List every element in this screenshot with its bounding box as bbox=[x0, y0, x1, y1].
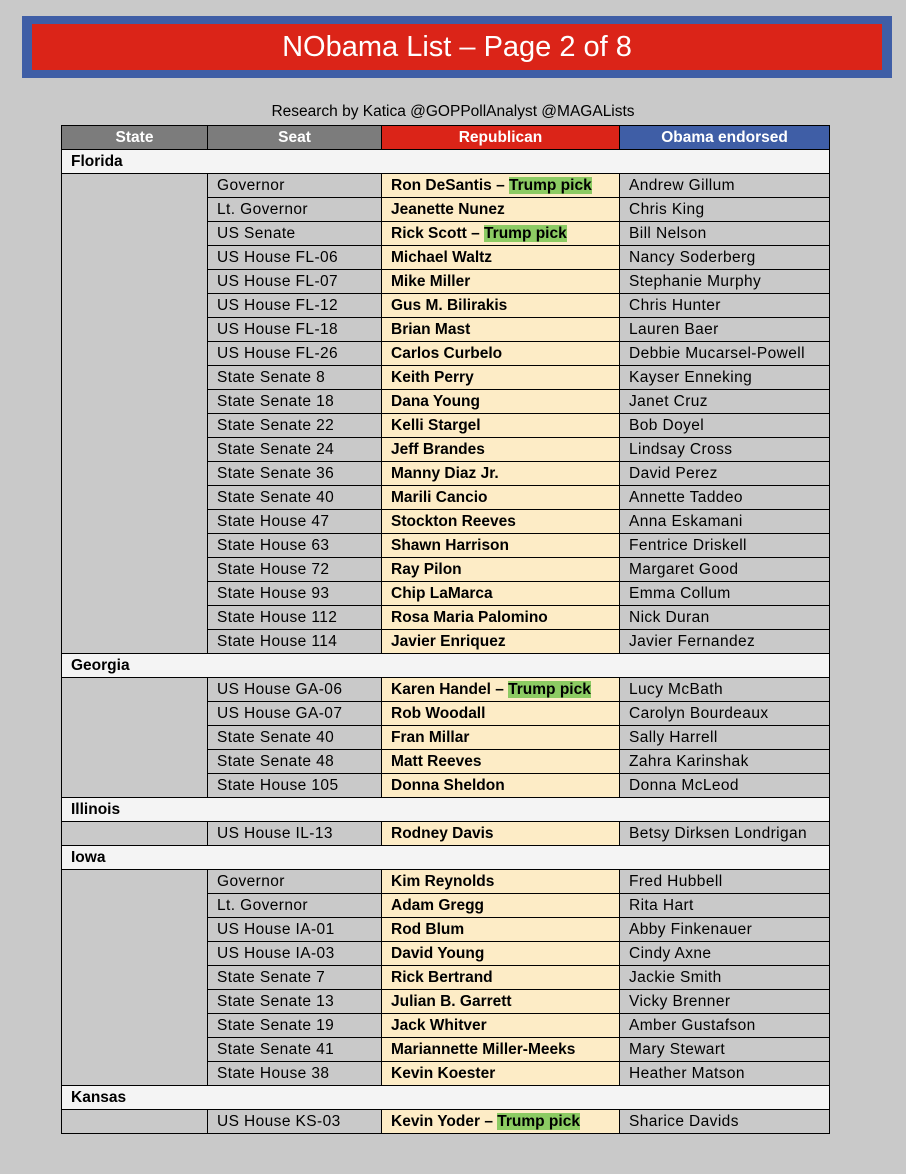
republican-name: Kevin Yoder bbox=[391, 1112, 481, 1130]
state-spacer-cell bbox=[62, 870, 208, 1086]
republican-cell bbox=[382, 174, 620, 198]
header-seat: Seat bbox=[208, 126, 382, 150]
republican-name: Adam Gregg bbox=[391, 896, 485, 914]
seat-cell: US House FL-26 bbox=[208, 342, 382, 366]
republican-name: Mike Miller bbox=[391, 272, 471, 290]
seat-cell: State Senate 19 bbox=[208, 1014, 382, 1038]
title-bar bbox=[32, 24, 882, 70]
republican-cell bbox=[382, 462, 620, 486]
republican-cell bbox=[382, 966, 620, 990]
seat-cell: State Senate 24 bbox=[208, 438, 382, 462]
obama-endorsed-cell: Lindsay Cross bbox=[620, 438, 830, 462]
obama-endorsed-cell: Margaret Good bbox=[620, 558, 830, 582]
republican-name: Kim Reynolds bbox=[391, 872, 495, 890]
seat-cell: US House FL-18 bbox=[208, 318, 382, 342]
seat-cell: State Senate 22 bbox=[208, 414, 382, 438]
republican-name: Rod Blum bbox=[391, 920, 465, 938]
republican-cell bbox=[382, 294, 620, 318]
header-row bbox=[62, 126, 830, 150]
republican-cell bbox=[382, 246, 620, 270]
republican-cell bbox=[382, 534, 620, 558]
obama-endorsed-cell: Emma Collum bbox=[620, 582, 830, 606]
republican-cell bbox=[382, 678, 620, 702]
republican-name: Manny Diaz Jr. bbox=[391, 464, 499, 482]
seat-cell: State House 72 bbox=[208, 558, 382, 582]
republican-name: Kevin Koester bbox=[391, 1064, 496, 1082]
state-row bbox=[62, 798, 830, 822]
republican-cell bbox=[382, 342, 620, 366]
republican-cell bbox=[382, 630, 620, 654]
pick-separator: – bbox=[490, 680, 509, 698]
republican-cell bbox=[382, 582, 620, 606]
republican-name: Dana Young bbox=[391, 392, 480, 410]
seat-cell: US Senate bbox=[208, 222, 382, 246]
republican-cell bbox=[382, 774, 620, 798]
table-row bbox=[62, 822, 830, 846]
republican-cell bbox=[382, 1038, 620, 1062]
republican-name: Shawn Harrison bbox=[391, 536, 509, 554]
republican-name: Jack Whitver bbox=[391, 1016, 487, 1034]
obama-endorsed-cell: Sally Harrell bbox=[620, 726, 830, 750]
obama-endorsed-cell: David Perez bbox=[620, 462, 830, 486]
obama-endorsed-cell: Kayser Enneking bbox=[620, 366, 830, 390]
seat-cell: State House 63 bbox=[208, 534, 382, 558]
republican-name: Rick Scott bbox=[391, 224, 467, 242]
obama-endorsed-cell: Nancy Soderberg bbox=[620, 246, 830, 270]
republican-cell bbox=[382, 942, 620, 966]
obama-endorsed-cell: Abby Finkenauer bbox=[620, 918, 830, 942]
obama-endorsed-cell: Lauren Baer bbox=[620, 318, 830, 342]
seat-cell: State Senate 40 bbox=[208, 486, 382, 510]
pick-separator: – bbox=[491, 176, 509, 194]
republican-name: Julian B. Garrett bbox=[391, 992, 512, 1010]
trump-pick-badge: Trump pick bbox=[484, 224, 567, 242]
republican-cell bbox=[382, 870, 620, 894]
republican-name: Jeanette Nunez bbox=[391, 200, 505, 218]
table-row bbox=[62, 174, 830, 198]
obama-endorsed-cell: Janet Cruz bbox=[620, 390, 830, 414]
obama-endorsed-cell: Mary Stewart bbox=[620, 1038, 830, 1062]
header-obama-endorsed: Obama endorsed bbox=[620, 126, 830, 150]
seat-cell: State Senate 7 bbox=[208, 966, 382, 990]
republican-cell bbox=[382, 894, 620, 918]
obama-endorsed-cell: Sharice Davids bbox=[620, 1110, 830, 1134]
obama-endorsed-cell: Amber Gustafson bbox=[620, 1014, 830, 1038]
republican-cell bbox=[382, 1110, 620, 1134]
seat-cell: Lt. Governor bbox=[208, 198, 382, 222]
seat-cell: State Senate 40 bbox=[208, 726, 382, 750]
state-row bbox=[62, 150, 830, 174]
republican-name: Ron DeSantis bbox=[391, 176, 492, 194]
republican-name: David Young bbox=[391, 944, 485, 962]
republican-name: Rosa Maria Palomino bbox=[391, 608, 548, 626]
obama-endorsed-cell: Rita Hart bbox=[620, 894, 830, 918]
obama-endorsed-cell: Betsy Dirksen Londrigan bbox=[620, 822, 830, 846]
obama-endorsed-cell: Bob Doyel bbox=[620, 414, 830, 438]
seat-cell: US House IL-13 bbox=[208, 822, 382, 846]
header-republican: Republican bbox=[382, 126, 620, 150]
republican-name: Gus M. Bilirakis bbox=[391, 296, 508, 314]
seat-cell: US House FL-12 bbox=[208, 294, 382, 318]
seat-cell: US House IA-03 bbox=[208, 942, 382, 966]
header-state: State bbox=[62, 126, 208, 150]
obama-endorsed-cell: Heather Matson bbox=[620, 1062, 830, 1086]
republican-name: Rob Woodall bbox=[391, 704, 486, 722]
republican-cell bbox=[382, 270, 620, 294]
republican-name: Marili Cancio bbox=[391, 488, 488, 506]
republican-name: Chip LaMarca bbox=[391, 584, 493, 602]
seat-cell: US House FL-06 bbox=[208, 246, 382, 270]
republican-cell bbox=[382, 318, 620, 342]
seat-cell: US House IA-01 bbox=[208, 918, 382, 942]
state-spacer-cell bbox=[62, 174, 208, 654]
republican-cell bbox=[382, 726, 620, 750]
seat-cell: Governor bbox=[208, 174, 382, 198]
obama-endorsed-cell: Anna Eskamani bbox=[620, 510, 830, 534]
seat-cell: State Senate 18 bbox=[208, 390, 382, 414]
obama-endorsed-cell: Chris Hunter bbox=[620, 294, 830, 318]
republican-cell bbox=[382, 558, 620, 582]
republican-cell bbox=[382, 486, 620, 510]
research-credit: Research by Katica @GOPPollAnalyst @MAGALists bbox=[271, 103, 635, 120]
republican-name: Mariannette Miller-Meeks bbox=[391, 1040, 576, 1058]
republican-cell bbox=[382, 414, 620, 438]
obama-endorsed-cell: Nick Duran bbox=[620, 606, 830, 630]
republican-cell bbox=[382, 198, 620, 222]
republican-cell bbox=[382, 822, 620, 846]
state-row bbox=[62, 1086, 830, 1110]
obama-endorsed-cell: Fred Hubbell bbox=[620, 870, 830, 894]
republican-cell bbox=[382, 222, 620, 246]
seat-cell: State House 38 bbox=[208, 1062, 382, 1086]
republican-name: Kelli Stargel bbox=[391, 416, 481, 434]
seat-cell: Lt. Governor bbox=[208, 894, 382, 918]
trump-pick-badge: Trump pick bbox=[508, 680, 591, 698]
republican-cell bbox=[382, 510, 620, 534]
republican-cell bbox=[382, 390, 620, 414]
obama-endorsed-cell: Chris King bbox=[620, 198, 830, 222]
republican-name: Michael Waltz bbox=[391, 248, 493, 266]
obama-endorsed-cell: Javier Fernandez bbox=[620, 630, 830, 654]
seat-cell: State Senate 41 bbox=[208, 1038, 382, 1062]
republican-name: Jeff Brandes bbox=[391, 440, 485, 458]
republican-name: Carlos Curbelo bbox=[391, 344, 503, 362]
obama-endorsed-cell: Vicky Brenner bbox=[620, 990, 830, 1014]
republican-cell bbox=[382, 990, 620, 1014]
seat-cell: US House KS-03 bbox=[208, 1110, 382, 1134]
republican-name: Javier Enriquez bbox=[391, 632, 506, 650]
table-row bbox=[62, 678, 830, 702]
republican-cell bbox=[382, 750, 620, 774]
republican-name: Ray Pilon bbox=[391, 560, 462, 578]
seat-cell: State House 47 bbox=[208, 510, 382, 534]
seat-cell: US House GA-07 bbox=[208, 702, 382, 726]
obama-endorsed-cell: Cindy Axne bbox=[620, 942, 830, 966]
state-row bbox=[62, 846, 830, 870]
state-name: Georgia bbox=[62, 654, 830, 678]
pick-separator: – bbox=[480, 1112, 498, 1130]
obama-endorsed-cell: Fentrice Driskell bbox=[620, 534, 830, 558]
seat-cell: State House 112 bbox=[208, 606, 382, 630]
seat-cell: US House GA-06 bbox=[208, 678, 382, 702]
page-title: NObama List – Page 2 of 8 bbox=[282, 30, 632, 63]
obama-endorsed-cell: Stephanie Murphy bbox=[620, 270, 830, 294]
republican-name: Matt Reeves bbox=[391, 752, 482, 770]
state-spacer-cell bbox=[62, 822, 208, 846]
obama-endorsed-cell: Jackie Smith bbox=[620, 966, 830, 990]
obama-endorsed-cell: Bill Nelson bbox=[620, 222, 830, 246]
state-name: Iowa bbox=[62, 846, 830, 870]
state-name: Illinois bbox=[62, 798, 830, 822]
obama-endorsed-cell: Zahra Karinshak bbox=[620, 750, 830, 774]
pick-separator: – bbox=[466, 224, 485, 242]
obama-endorsed-cell: Lucy McBath bbox=[620, 678, 830, 702]
republican-name: Rodney Davis bbox=[391, 824, 494, 842]
republican-cell bbox=[382, 366, 620, 390]
republican-cell bbox=[382, 1062, 620, 1086]
state-name: Kansas bbox=[62, 1086, 830, 1110]
republican-name: Karen Handel bbox=[391, 680, 491, 698]
trump-pick-badge: Trump pick bbox=[497, 1112, 580, 1130]
seat-cell: US House FL-07 bbox=[208, 270, 382, 294]
table-body bbox=[62, 150, 830, 1134]
republican-cell bbox=[382, 606, 620, 630]
seat-cell: State House 93 bbox=[208, 582, 382, 606]
republican-cell bbox=[382, 702, 620, 726]
seat-cell: State House 105 bbox=[208, 774, 382, 798]
title-banner bbox=[22, 16, 892, 78]
republican-cell bbox=[382, 918, 620, 942]
republican-cell bbox=[382, 1014, 620, 1038]
candidate-table bbox=[61, 125, 830, 1134]
republican-name: Keith Perry bbox=[391, 368, 474, 386]
obama-endorsed-cell: Andrew Gillum bbox=[620, 174, 830, 198]
seat-cell: Governor bbox=[208, 870, 382, 894]
republican-name: Brian Mast bbox=[391, 320, 471, 338]
state-row bbox=[62, 654, 830, 678]
seat-cell: State Senate 48 bbox=[208, 750, 382, 774]
republican-name: Stockton Reeves bbox=[391, 512, 516, 530]
table-row bbox=[62, 1110, 830, 1134]
republican-cell bbox=[382, 438, 620, 462]
state-spacer-cell bbox=[62, 678, 208, 798]
obama-endorsed-cell: Debbie Mucarsel-Powell bbox=[620, 342, 830, 366]
state-name: Florida bbox=[62, 150, 830, 174]
republican-name: Rick Bertrand bbox=[391, 968, 493, 986]
seat-cell: State House 114 bbox=[208, 630, 382, 654]
seat-cell: State Senate 8 bbox=[208, 366, 382, 390]
seat-cell: State Senate 13 bbox=[208, 990, 382, 1014]
obama-endorsed-cell: Donna McLeod bbox=[620, 774, 830, 798]
republican-name: Donna Sheldon bbox=[391, 776, 505, 794]
obama-endorsed-cell: Annette Taddeo bbox=[620, 486, 830, 510]
republican-name: Fran Millar bbox=[391, 728, 470, 746]
table-row bbox=[62, 870, 830, 894]
seat-cell: State Senate 36 bbox=[208, 462, 382, 486]
state-spacer-cell bbox=[62, 1110, 208, 1134]
obama-endorsed-cell: Carolyn Bourdeaux bbox=[620, 702, 830, 726]
trump-pick-badge: Trump pick bbox=[509, 176, 592, 194]
